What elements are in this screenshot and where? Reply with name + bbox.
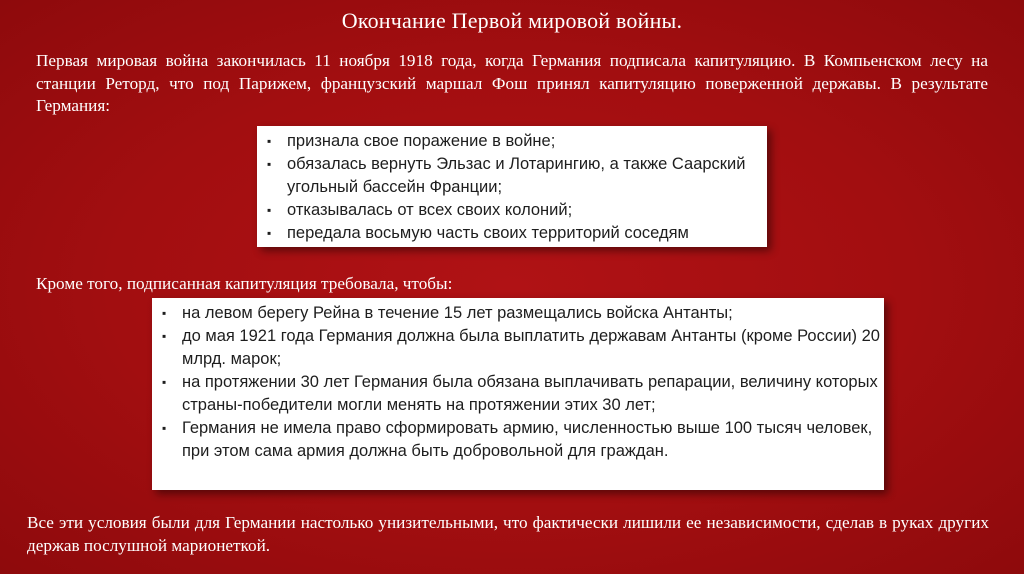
square-bullet-icon: ▪ <box>162 329 167 343</box>
list-item <box>158 417 884 463</box>
square-bullet-icon: ▪ <box>162 421 167 435</box>
list-item-text: отказывалась от всех своих колоний; <box>287 201 573 219</box>
consequences-list <box>263 130 767 245</box>
list-item-text: обязалась вернуть Эльзас и Лотарингию, а также Саарский угольный бассейн Франции; <box>287 155 746 196</box>
list-item <box>158 302 884 325</box>
list-item <box>263 153 767 199</box>
intro-paragraph: Первая мировая война закончилась 11 ноября 1918 года, когда Германия подписала капитуляцию. В Компьенском лесу на станции Реторд, что под Парижем, французский маршал Фош принял капитуляцию поверженной державы. В результате Германия: <box>36 51 988 115</box>
list-item-text: на протяжении 30 лет Германия была обязана выплачивать репарации, величину которых страны-победители могли менять на протяжении этих 30 лет; <box>182 373 878 414</box>
requirements-list <box>158 302 884 463</box>
list-item <box>263 199 767 222</box>
list-item <box>158 371 884 417</box>
square-bullet-icon: ▪ <box>162 375 167 389</box>
square-bullet-icon: ▪ <box>267 157 272 171</box>
list-item <box>263 130 767 153</box>
square-bullet-icon: ▪ <box>267 226 272 240</box>
requirements-box <box>152 298 884 490</box>
square-bullet-icon: ▪ <box>267 134 272 148</box>
list-item-text: до мая 1921 года Германия должна была выплатить державам Антанты (кроме России) 20 млрд. марок; <box>182 327 880 368</box>
list-item-text: признала свое поражение в войне; <box>287 132 556 150</box>
list-item <box>263 222 767 245</box>
square-bullet-icon: ▪ <box>162 306 167 320</box>
outro-paragraph: Все эти условия были для Германии настолько унизительными, что фактически лишили ее независимости, сделав в руках других держав послушной марионеткой. <box>27 513 989 555</box>
consequences-box <box>257 126 767 247</box>
list-item-text: Германия не имела право сформировать армию, численностью выше 100 тысяч человек, при этом сама армия должна быть добровольной для граждан. <box>182 419 873 460</box>
slide-title: Окончание Первой мировой войны. <box>341 8 683 33</box>
list-item <box>158 325 884 371</box>
list-item-text: на левом берегу Рейна в течение 15 лет размещались войска Антанты; <box>182 304 733 322</box>
list-item-text: передала восьмую часть своих территорий соседям <box>287 224 689 242</box>
square-bullet-icon: ▪ <box>267 203 272 217</box>
middle-paragraph: Кроме того, подписанная капитуляция требовала, чтобы: <box>36 274 453 293</box>
